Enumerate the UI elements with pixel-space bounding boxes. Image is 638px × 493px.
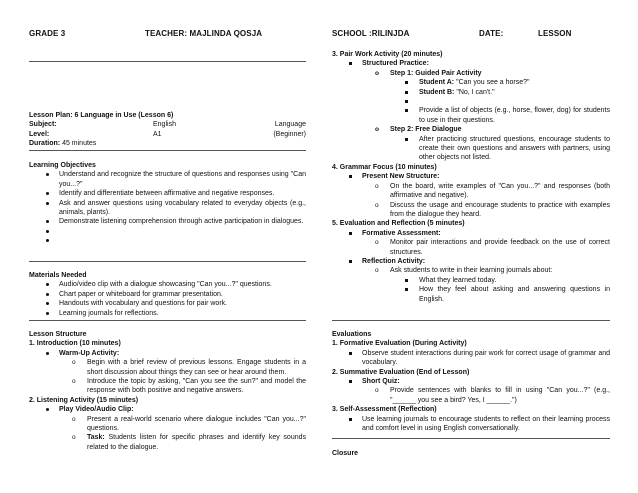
summative-evaluation-heading: 2. Summative Evaluation (End of Lesson) xyxy=(332,368,470,376)
materials-heading: Materials Needed xyxy=(29,272,87,279)
evaluations-divider xyxy=(332,438,610,439)
listening-heading: 2. Listening Activity (15 minutes) xyxy=(29,396,139,404)
list-item: o Provide sentences with blanks to fill in using "Can you...?" (e.g., "______ you see a bird? Yes, I ______.") xyxy=(375,387,610,404)
formative-evaluation-heading: 1. Formative Evaluation (During Activity) xyxy=(332,340,467,348)
closure-heading: Closure xyxy=(332,450,359,457)
plan-divider xyxy=(29,150,306,151)
subject-value: English xyxy=(153,121,176,129)
list-item: Ask and answer questions using vocabulary related to everyday objects (e.g., animals, plants). xyxy=(29,199,306,218)
list-item: Demonstrate listening comprehension through active participation in dialogues. xyxy=(29,217,306,226)
right-column xyxy=(332,50,610,304)
warmup-label: Warm-Up Activity: xyxy=(29,349,306,358)
list-item: Handouts with vocabulary and questions for pair work. xyxy=(29,299,306,308)
list-item: o Begin with a brief review of previous lessons. Engage students in a short discussion about things they can see or hear around them. xyxy=(72,359,306,376)
objectives-section xyxy=(29,161,306,246)
list-item: o Introduce the topic by asking, "Can you see the sun?" and model the response with both positive and negative answers. xyxy=(72,378,306,395)
empty-list-item xyxy=(332,97,610,106)
formative-label: Formative Assessment: xyxy=(332,229,610,238)
list-item: o Monitor pair interactions and provide feedback on the use of correct structures. xyxy=(375,239,610,256)
header-divider xyxy=(29,61,306,62)
empty-list-item xyxy=(29,227,306,236)
list-item: Provide a list of objects (e.g., horse, flower, dog) for students to use in their questions. xyxy=(332,106,610,125)
evaluations-section xyxy=(332,330,610,433)
list-item: o Ask students to write in their learning journals about: xyxy=(375,267,553,275)
left-column xyxy=(29,111,306,149)
list-item: After practicing structured questions, encourage students to create their own questions and answers with partners, using other objects not listed. xyxy=(332,135,610,163)
quiz-label: Short Quiz: xyxy=(332,377,610,386)
list-item: Student A: "Can you see a horse?" xyxy=(332,78,610,87)
objectives-divider xyxy=(29,261,306,262)
list-item: Chart paper or whiteboard for grammar presentation. xyxy=(29,290,306,299)
list-item: o Discuss the usage and encourage students to practice with examples from the dialogue they heard. xyxy=(375,201,610,218)
list-item: What they learned today. xyxy=(332,276,610,285)
activities-divider xyxy=(332,320,610,321)
level-row: Level: A1 (Beginner) xyxy=(29,130,306,138)
list-item: Observe student interactions during pair work for correct usage of grammar and vocabulary. xyxy=(332,349,610,368)
list-item: Understand and recognize the structure of questions and responses using "Can you...?" xyxy=(29,170,306,189)
grade-label: GRADE 3 xyxy=(29,29,66,38)
list-item: Student B: "No, I can't." xyxy=(332,88,610,97)
structured-label: Structured Practice: xyxy=(332,59,610,68)
step2-label: o Step 2: Free Dialogue xyxy=(375,126,462,134)
present-label: Present New Structure: xyxy=(332,172,610,181)
reflection-label: Reflection Activity: xyxy=(332,257,610,266)
duration-row: Duration: 45 minutes xyxy=(29,140,97,148)
teacher-label: TEACHER: MAJLINDA QOSJA xyxy=(145,29,263,38)
lesson-plan-title: Lesson Plan: 6 Language in Use (Lesson 6) xyxy=(29,112,174,119)
list-item: o Task: Students listen for specific phrases and identify key sounds related to the dialogue. xyxy=(72,434,307,451)
duration-value: 45 minutes xyxy=(62,140,97,148)
date-label: DATE: xyxy=(479,29,504,38)
structure-heading: Lesson Structure xyxy=(29,331,87,338)
list-item: Identify and differentiate between affirmative and negative responses. xyxy=(29,189,306,198)
evaluations-heading: Evaluations xyxy=(332,331,372,338)
step1-label: o Step 1: Guided Pair Activity xyxy=(375,69,482,77)
intro-heading: 1. Introduction (10 minutes) xyxy=(29,340,121,348)
level-note: (Beginner) xyxy=(273,130,306,138)
objectives-heading: Learning Objectives xyxy=(29,162,96,169)
grammar-heading: 4. Grammar Focus (10 minutes) xyxy=(332,163,437,171)
self-assessment-heading: 3. Self-Assessment (Reflection) xyxy=(332,406,437,414)
play-label: Play Video/Audio Clip: xyxy=(29,405,306,414)
materials-section xyxy=(29,271,306,318)
task-label: Task: xyxy=(87,434,105,442)
pair-work-heading: 3. Pair Work Activity (20 minutes) xyxy=(332,51,443,58)
list-item: Audio/video clip with a dialogue showcasing "Can you...?" questions. xyxy=(29,280,306,289)
list-item: o On the board, write examples of "Can you...?" and responses (both affirmative and negative). xyxy=(375,182,610,200)
subject-note: Language xyxy=(274,121,306,129)
list-item: Use learning journals to encourage students to reflect on their learning process and comfort level in using English conversationally. xyxy=(332,415,610,434)
lesson-label: LESSON xyxy=(538,29,572,38)
evaluation-reflection-heading: 5. Evaluation and Reflection (5 minutes) xyxy=(332,220,465,228)
school-label: SCHOOL :RILINJDA xyxy=(332,29,410,38)
list-item: How they feel about asking and answering questions in English. xyxy=(332,285,610,304)
empty-list-item xyxy=(29,236,306,245)
list-item: Learning journals for reflections. xyxy=(29,309,306,318)
structure-section xyxy=(29,330,306,452)
materials-divider xyxy=(29,320,306,321)
subject-row: Subject: English Language xyxy=(29,121,306,129)
level-value: A1 xyxy=(153,130,162,138)
list-item: o Present a real-world scenario where dialogue includes "Can you...?" questions. xyxy=(72,415,306,433)
